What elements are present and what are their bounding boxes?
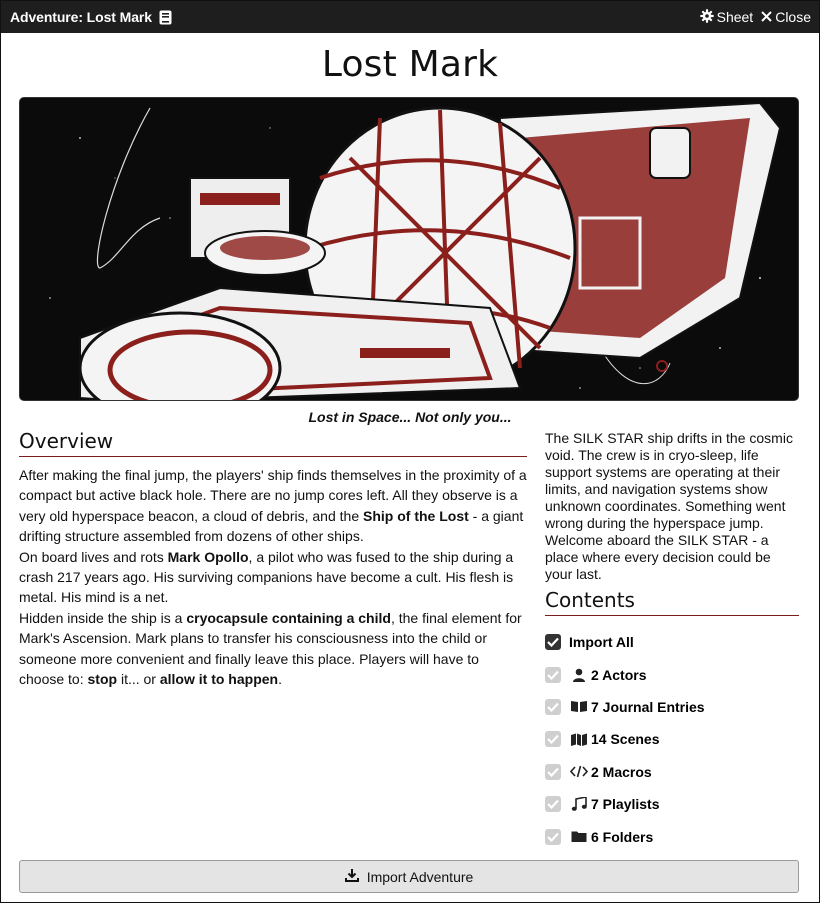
music-icon [569, 797, 589, 812]
adventure-title: Lost Mark [321, 44, 499, 85]
map-icon [569, 733, 589, 746]
close-icon [761, 9, 772, 25]
sheet-button[interactable] [700, 9, 754, 26]
content-checkbox[interactable] [545, 764, 561, 780]
content-item-macros[interactable] [545, 756, 799, 788]
overview-text: On board lives and rots [19, 548, 168, 565]
close-label: Close [775, 9, 811, 25]
overview-text: , the final element for Mark's Ascension. Mark plans to transfer his consciousness into the child or someone more convenient and finally leave this place. Players will have to choose to: [19, 609, 522, 688]
content-item-scenes[interactable] [545, 723, 799, 755]
content-item-label: 7 Journal Entries [591, 698, 705, 715]
summary-column [545, 429, 799, 853]
content-item-actors[interactable] [545, 658, 799, 690]
contents-list [545, 626, 799, 853]
import-all-label: Import All [569, 634, 634, 651]
content-checkbox[interactable] [545, 796, 561, 812]
window-title: Adventure: Lost Mark [10, 9, 152, 25]
content-checkbox[interactable] [545, 699, 561, 715]
overview-emphasis: cryocapsule containing a child [186, 609, 391, 626]
window-content [1, 33, 819, 902]
close-button[interactable] [761, 9, 811, 25]
content-checkbox[interactable] [545, 731, 561, 747]
folder-icon [569, 830, 589, 843]
content-item-label: 7 Playlists [591, 796, 660, 813]
overview-emphasis: allow it to happen [159, 671, 279, 688]
content-checkbox[interactable] [545, 667, 561, 683]
content-item-label: 2 Macros [591, 763, 652, 780]
content-item-label: 14 Scenes [591, 731, 660, 748]
overview-text: Hidden inside the ship is a [19, 609, 187, 626]
adventure-banner-image [19, 97, 799, 401]
content-item-journal-entries[interactable] [545, 691, 799, 723]
book-open-icon [569, 700, 589, 713]
overview-text: After making the final jump, the players' ship finds themselves in the proximity of a compact but active black hole. There are no jump cores left. All they observe is a very old hyperspace beacon, a cloud of debris, and the [19, 467, 527, 524]
overview-paragraph-1 [19, 465, 527, 547]
gear-icon [700, 9, 714, 26]
overview-paragraph-2 [19, 547, 527, 608]
content-item-folders[interactable] [545, 820, 799, 852]
content-checkbox[interactable] [545, 829, 561, 845]
overview-column [19, 429, 527, 853]
overview-emphasis: stop [87, 671, 118, 688]
window-titlebar[interactable] [1, 1, 819, 33]
overview-emphasis: Mark Opollo [167, 548, 249, 565]
journal-icon[interactable] [159, 10, 172, 25]
import-all-option[interactable] [545, 626, 799, 658]
sheet-label: Sheet [716, 9, 754, 25]
download-icon [345, 868, 359, 885]
overview-paragraph-3 [19, 608, 527, 690]
user-icon [569, 668, 589, 682]
import-adventure-label: Import Adventure [366, 868, 474, 885]
overview-text: - a giant drifting structure assembled from dozens of other ships. [19, 507, 524, 545]
code-icon [569, 765, 589, 778]
overview-heading: Overview [19, 429, 527, 457]
content-item-label: 6 Folders [591, 828, 654, 845]
content-item-playlists[interactable] [545, 788, 799, 820]
import-all-checkbox[interactable] [545, 634, 561, 650]
overview-emphasis: Ship of the Lost [363, 507, 469, 524]
overview-text: , a pilot who was fused to the ship during a crash 217 years ago. His surviving companions have become a cult. His flesh is metal. His mind is a net. [19, 548, 514, 606]
overview-text: . [278, 671, 282, 688]
contents-heading: Contents [545, 588, 799, 616]
body-columns [19, 429, 801, 853]
import-adventure-button[interactable] [19, 860, 799, 893]
banner-caption: Lost in Space... Not only you... [308, 409, 512, 425]
overview-text: it... or [117, 671, 160, 688]
adventure-summary: The SILK STAR ship drifts in the cosmic void. The crew is in cryo-sleep, life support systems are operating at their limits, and navigation systems show unknown coordinates. Something went wrong during the hyperspace jump. Welcome aboard the SILK STAR - a place where every decision could be your last. [545, 430, 793, 582]
content-item-label: 2 Actors [591, 666, 647, 683]
